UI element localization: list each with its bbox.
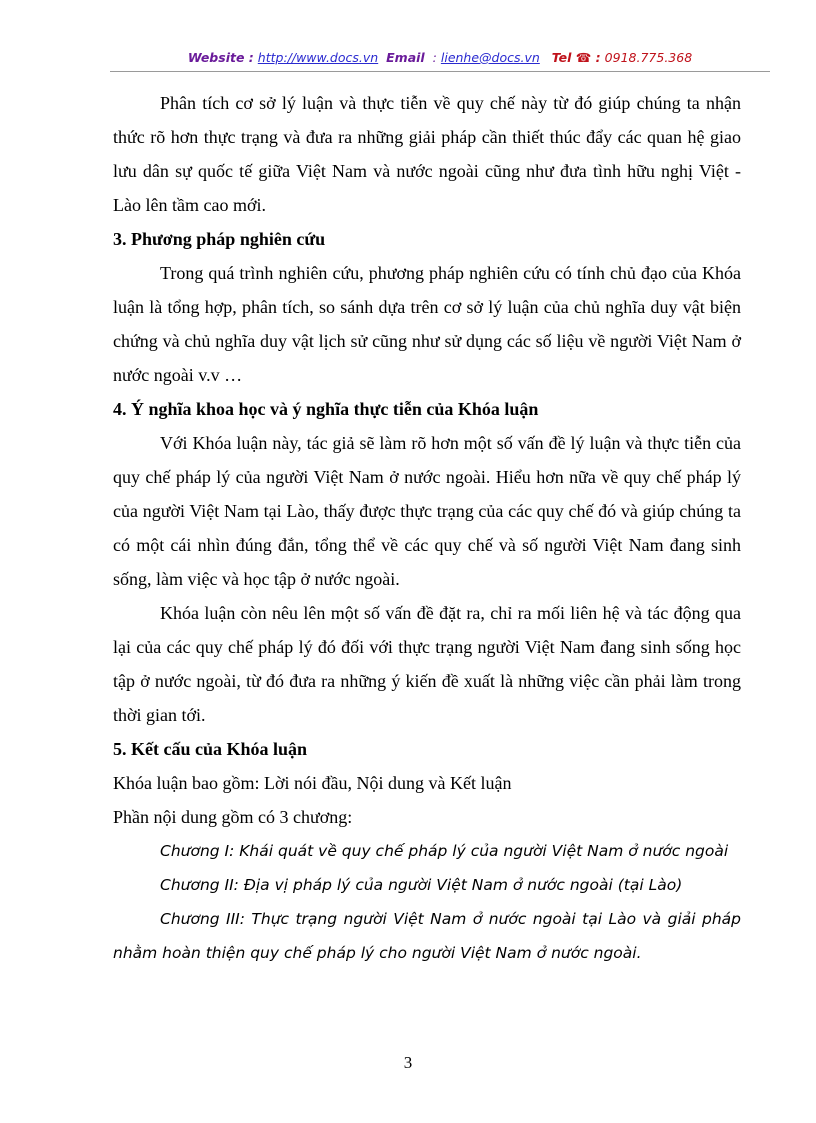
heading-structure: 5. Kết cấu của Khóa luận [113,739,308,759]
paragraph-significance-1: Với Khóa luận này, tác giả sẽ làm rõ hơn một số vấn đề lý luận và thực tiễn của quy chế pháp lý của người Việt Nam ở nước ngoài. Hiểu hơn nữa về quy chế pháp lý của người Việt Nam tại Lào, thấy được thực trạng của các quy chế đó và giúp chúng ta có một cái nhìn đúng đắn, tổng thể về các quy chế và số người Việt Nam đang sinh sống, làm việc và học tập ở nước ngoài. [113,433,741,589]
email-label: Email [386,50,425,65]
heading-research-methods: 3. Phương pháp nghiên cứu [113,229,326,249]
page-number: 3 [403,1053,413,1072]
page-header [110,50,770,65]
paragraph-intro: Phân tích cơ sở lý luận và thực tiễn về quy chế này từ đó giúp chúng ta nhận thức rõ hơn thực trạng và đưa ra những giải pháp cần thiết thúc đẩy các quan hệ giao lưu dân sự quốc tế giữa Việt Nam và nước ngoài cũng như đưa tình hữu nghị Việt - Lào lên tầm cao mới. [113,93,741,215]
website-label: Website : [187,50,254,65]
document-body [113,86,741,970]
website-link[interactable]: http://www.docs.vn [257,50,379,65]
paragraph-structure-2: Phần nội dung gồm có 3 chương: [113,807,353,827]
chapter-2: Chương II: Địa vị pháp lý của người Việt Nam ở nước ngoài (tại Lào) [160,876,683,894]
email-link[interactable]: lienhe@docs.vn [440,50,540,65]
paragraph-significance-2: Khóa luận còn nêu lên một số vấn đề đặt ra, chỉ ra mối liên hệ và tác động qua lại của các quy chế pháp lý đó đối với thực trạng người Việt Nam đang sinh sống học tập ở nước ngoài, từ đó đưa ra những ý kiến đề xuất là những việc cần phải làm trong thời gian tới. [113,603,741,725]
email-separator: : [432,50,437,65]
phone-number: 0918.775.368 [604,50,693,65]
chapter-1: Chương I: Khái quát về quy chế pháp lý của người Việt Nam ở nước ngoài [160,842,729,860]
tel-label: Tel ☎ : [551,50,601,65]
header-divider [110,71,770,72]
paragraph-methods: Trong quá trình nghiên cứu, phương pháp nghiên cứu có tính chủ đạo của Khóa luận là tổng hợp, phân tích, so sánh dựa trên cơ sở lý luận của chủ nghĩa duy vật biện chứng và chủ nghĩa duy vật lịch sử cũng như sử dụng các số liệu về người Việt Nam ở nước ngoài v.v … [113,263,741,385]
chapter-3: Chương III: Thực trạng người Việt Nam ở nước ngoài tại Lào và giải pháp nhằm hoàn thiện quy chế pháp lý cho người Việt Nam ở nước ngoài. [113,910,741,962]
heading-significance: 4. Ý nghĩa khoa học và ý nghĩa thực tiễn của Khóa luận [113,399,539,419]
paragraph-structure-1: Khóa luận bao gồm: Lời nói đầu, Nội dung và Kết luận [113,773,512,793]
